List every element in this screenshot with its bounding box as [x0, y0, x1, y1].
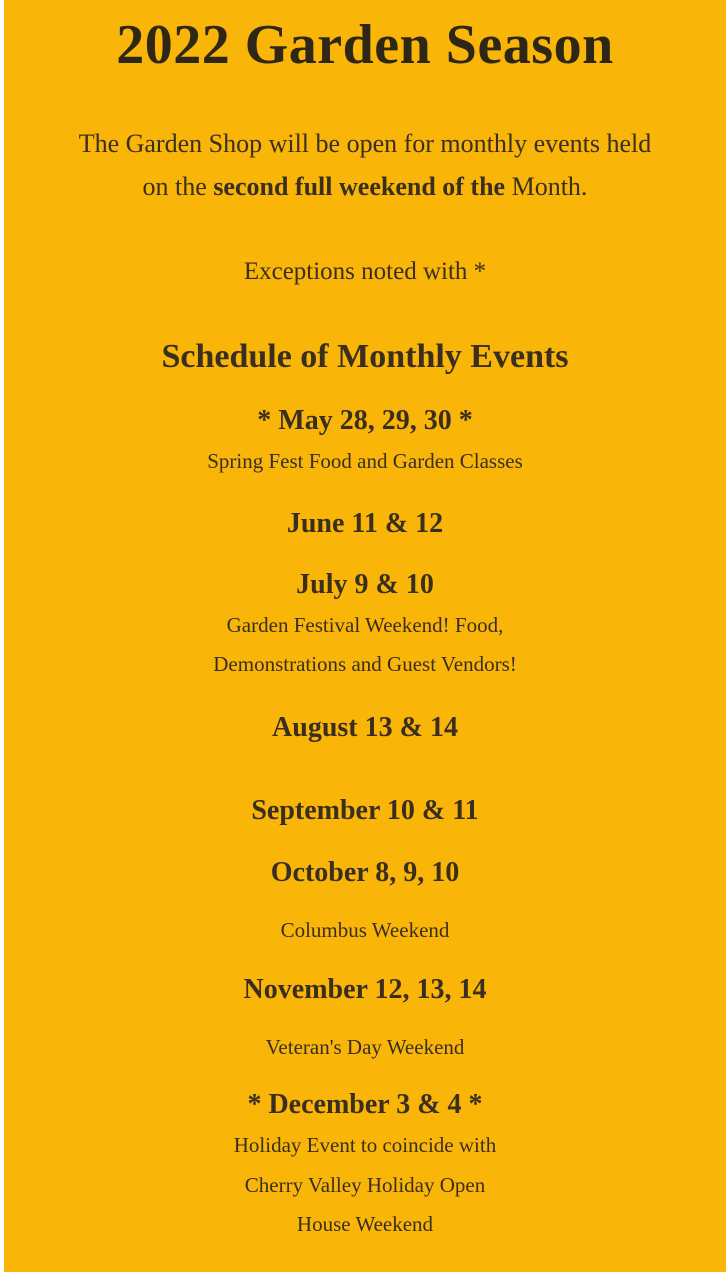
intro-line-2-prefix: on the — [142, 172, 214, 201]
event-desc-december-2: Cherry Valley Holiday Open — [244, 1173, 486, 1197]
event-date-may: * May 28, 29, 30 * — [257, 405, 473, 436]
event-date-july: July 9 & 10 — [296, 569, 434, 600]
event-desc-july-2: Demonstrations and Guest Vendors! — [213, 652, 517, 676]
event-desc-may: Spring Fest Food and Garden Classes — [207, 449, 523, 473]
event-date-october: October 8, 9, 10 — [270, 857, 460, 888]
event-date-september: September 10 & 11 — [251, 795, 479, 826]
exceptions-note: Exceptions noted with * — [243, 258, 487, 285]
event-desc-july-1: Garden Festival Weekend! Food, — [226, 613, 504, 637]
intro-line-2 — [4, 171, 726, 203]
event-desc-december-1: Holiday Event to coincide with — [233, 1133, 497, 1157]
event-date-august: August 13 & 14 — [272, 712, 458, 743]
intro-line-2-suffix: Month. — [505, 172, 588, 201]
event-date-june: June 11 & 12 — [286, 508, 444, 539]
event-date-november: November 12, 13, 14 — [243, 974, 487, 1005]
page-title: 2022 Garden Season — [116, 14, 614, 76]
event-desc-october: Columbus Weekend — [280, 918, 450, 942]
intro-line-2-emphasis: second full weekend of the — [213, 172, 506, 201]
event-date-december: * December 3 & 4 * — [247, 1089, 483, 1120]
event-schedule-panel — [4, 0, 726, 1272]
event-desc-december-3: House Weekend — [296, 1212, 434, 1236]
schedule-heading: Schedule of Monthly Events — [161, 338, 569, 375]
intro-line-1: The Garden Shop will be open for monthly events held — [78, 129, 652, 158]
event-desc-november: Veteran's Day Weekend — [265, 1035, 465, 1059]
